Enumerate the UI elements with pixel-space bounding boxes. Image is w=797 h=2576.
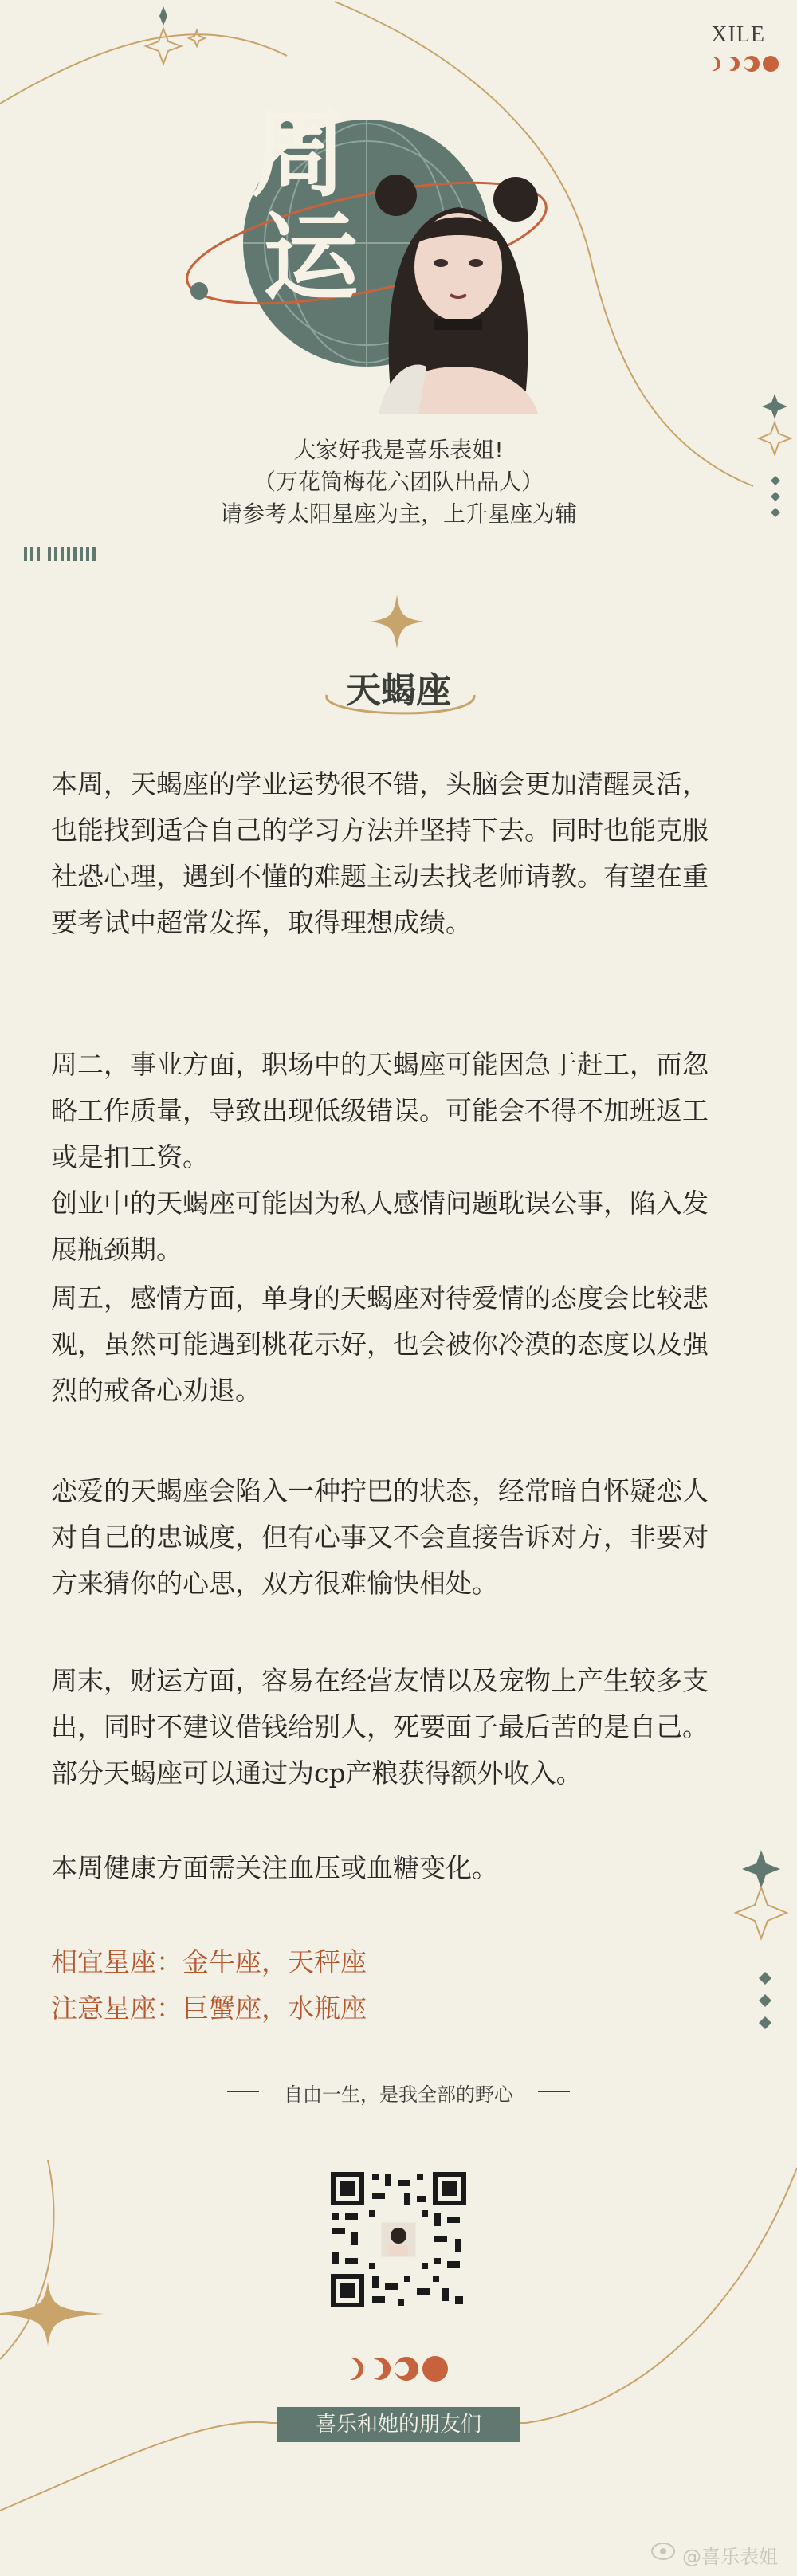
text-line: 周二，事业方面，职场中的天蝎座可能因急于赶工，而忽 (51, 1049, 709, 1080)
sparkle-icon (370, 595, 424, 649)
avatar (375, 175, 538, 414)
watermark: @喜乐表姐 (682, 2546, 778, 2568)
paragraph-health (51, 1845, 752, 1891)
footer-banner: 喜乐和她的朋友们 (277, 2407, 520, 2442)
caution-signs: 注意星座：巨蟹座，水瓶座 (51, 1993, 367, 2024)
text-line: 观，虽然可能遇到桃花示好，也会被你冷漠的态度以及强 (51, 1329, 709, 1360)
sparkle-icon (0, 2282, 104, 2346)
sign-title: 天蝎座 (346, 670, 451, 711)
star-icon (146, 29, 181, 64)
qr-code (331, 2172, 466, 2307)
text-line: 社恐心理，遇到不懂的难题主动去找老师请教。有望在重 (51, 861, 709, 892)
barcode-icon (24, 547, 118, 561)
text-line: 方来猜你的心思，双方很难愉快相处。 (51, 1568, 498, 1599)
text-line: 周五，感情方面，单身的天蝎座对待爱情的态度会比较悲 (51, 1282, 709, 1314)
star-icon (762, 394, 787, 419)
text-line: 周末，财运方面，容易在经营友情以及宠物上产生较多支 (51, 1665, 709, 1696)
brand-label: XILE (711, 22, 765, 47)
text-line: 对自己的忠诚度，但有心事又不会直接告诉对方，非要对 (51, 1522, 709, 1553)
title-char-week: 周 (251, 100, 347, 210)
intro-line: 大家好我是喜乐表姐! (293, 437, 504, 463)
moon-phases-icon (703, 56, 779, 72)
star-icon (736, 1887, 787, 1938)
text-line: 也能找到适合自己的学习方法并坚持下去。同时也能克服 (51, 815, 709, 846)
motto: 自由一生，是我全部的野心 (284, 2083, 513, 2106)
compatible-signs: 相宜星座：金牛座，天秤座 (51, 1946, 367, 1977)
text-line: 烈的戒备心劝退。 (51, 1375, 261, 1406)
title-char-luck: 运 (263, 203, 359, 314)
drop-icon (159, 6, 167, 26)
star-icon (189, 30, 205, 46)
text-line: 略工作质量，导致出现低级错误。可能会不得不加班返工 (51, 1095, 709, 1126)
text-line: 创业中的天蝎座可能因为私人感情问题耽误公事，陷入发 (51, 1188, 709, 1219)
orbit-dot (190, 282, 208, 300)
deco-curve-top-left (0, 34, 287, 104)
text-line: 或是扣工资。 (51, 1141, 209, 1172)
moon-phases-icon (336, 2356, 448, 2382)
weibo-icon (652, 2543, 674, 2559)
text-line: 部分天蝎座可以通过为cp产粮获得额外收入。 (51, 1757, 583, 1789)
paragraph-love-single (51, 1275, 752, 1414)
paragraph-finance (51, 1658, 752, 1797)
text-line: 要考试中超常发挥，取得理想成绩。 (51, 907, 472, 938)
paragraph-love-couple (51, 1468, 752, 1607)
paragraph-study (51, 761, 752, 946)
intro-line: （万花筒梅花六团队出品人） (253, 469, 544, 495)
intro-line: 请参考太阳星座为主，上升星座为辅 (219, 501, 577, 527)
text-line: 展瓶颈期。 (51, 1234, 183, 1265)
text-line: 出，同时不建议借钱给别人，死要面子最后苦的是自己。 (51, 1711, 709, 1742)
text-line: 本周，天蝎座的学业运势很不错，头脑会更加清醒灵活， (51, 768, 709, 799)
paragraph-career (51, 1042, 752, 1273)
text-line: 本周健康方面需关注血压或血糖变化。 (51, 1852, 498, 1883)
diamond-dots-icon (759, 1972, 771, 2029)
text-line: 恋爱的天蝎座会陷入一种拧巴的状态，经常暗自怀疑恋人 (51, 1475, 709, 1506)
